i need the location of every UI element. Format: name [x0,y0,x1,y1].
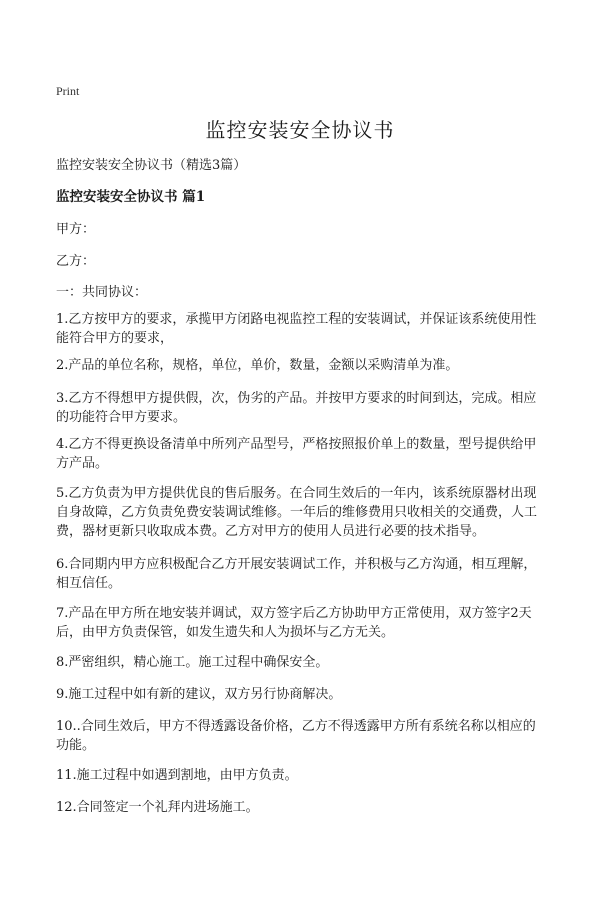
page-title: 监控安装安全协议书 [205,118,395,142]
print-label: Print [56,84,80,98]
document-subtitle: 监控安装安全协议书（精选3篇） [56,158,247,173]
clause-8: 8.严密组织，精心施工。施工过程中确保安全。 [56,655,329,670]
clause-1: 1.乙方按甲方的要求，承揽甲方闭路电视监控工程的安装调试，并保证该系统使用性能符合甲方的要求， [56,312,537,346]
clause-9: 9.施工过程中如有新的建议，双方另行协商解决。 [56,687,342,702]
clause-3: 3.乙方不得想甲方提供假，次，伪劣的产品。并按甲方要求的时间到达，完成。相应的功能符合甲方要求。 [56,391,537,425]
clause-4: 4.乙方不得更换设备清单中所列产品型号，严格按照报价单上的数量，型号提供给甲方产品。 [56,437,537,471]
clause-10: 10..合同生效后，甲方不得透露设备价格，乙方不得透露甲方所有系统名称以相应的功能。 [56,719,536,753]
clause-6: 6.合同期内甲方应积极配合乙方开展安装调试工作，并积极与乙方沟通，相互理解，相互信任。 [56,557,537,591]
common-agreement-heading: 一：共同协议： [56,285,148,300]
clause-2: 2.产品的单位名称，规格，单位，单价，数量，金额以采购清单为准。 [56,358,459,373]
clause-12: 12.合同签定一个礼拜内进场施工。 [56,800,259,815]
clause-11: 11.施工过程中如遇到割地，由甲方负责。 [56,768,298,783]
party-a-label: 甲方： [56,222,96,237]
section-heading: 监控安装安全协议书 篇1 [56,189,206,205]
clause-5: 5.乙方负责为甲方提供优良的售后服务。在合同生效后的一年内，该系统原器材出现自身故障，乙方负责免费安装调试维修。一年后的维修费用只收相关的交通费，人工费，器材更新只收取成本费。乙方对甲方的使用人员进行必要的技术指导。 [56,486,538,539]
clause-7: 7.产品在甲方所在地安装并调试，双方签字后乙方协助甲方正常使用，双方签字2天后，由甲方负责保管，如发生遗失和人为损坏与乙方无关。 [56,606,532,640]
party-b-label: 乙方： [56,254,96,269]
